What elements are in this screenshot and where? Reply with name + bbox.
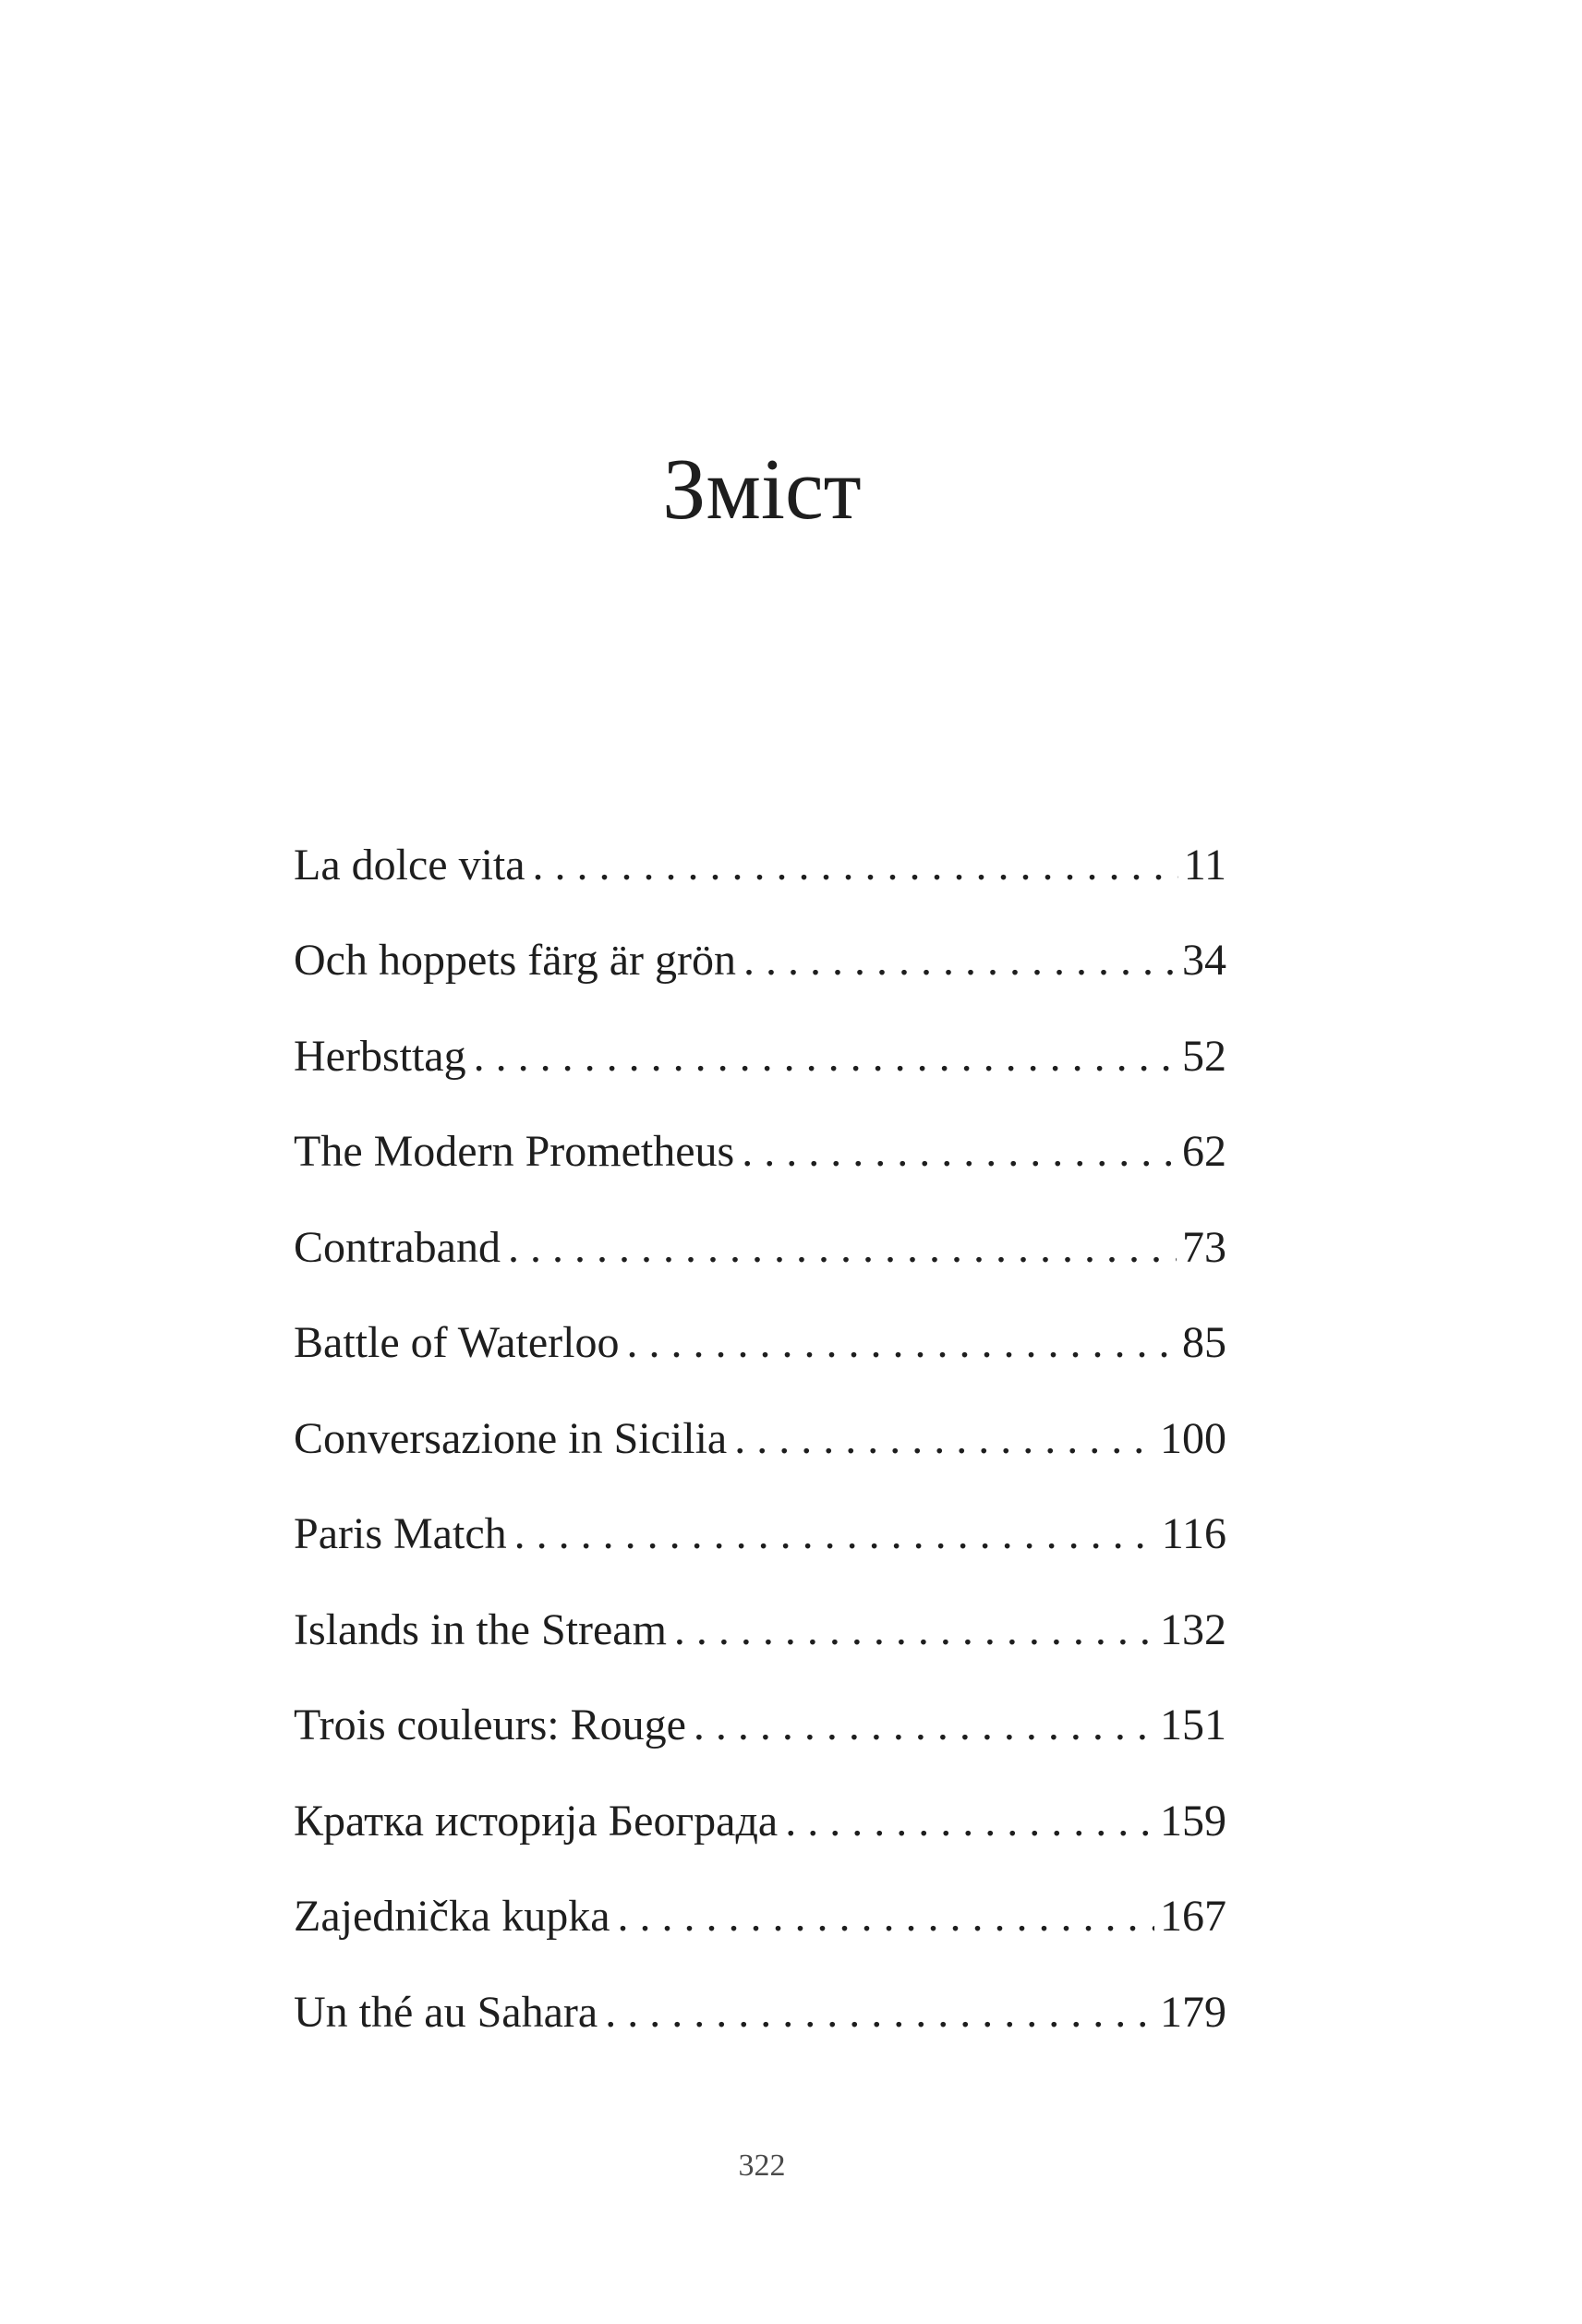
toc-entry-page-number: 62 — [1182, 1127, 1226, 1177]
toc-entry-page-number: 132 — [1160, 1604, 1226, 1654]
toc-entry-title: Conversazione in Sicilia — [294, 1413, 728, 1463]
toc-entry-title: Islands in the Stream — [294, 1604, 667, 1654]
toc-entry[interactable] — [294, 1870, 1226, 1966]
table-of-contents — [294, 817, 1226, 2061]
toc-dot-leader — [686, 1698, 1154, 1753]
toc-dot-leader — [598, 1985, 1154, 2040]
toc-entry[interactable] — [294, 1773, 1226, 1870]
toc-dot-leader — [501, 1220, 1177, 1276]
toc-dot-leader — [619, 1315, 1177, 1371]
toc-entry-page-number: 100 — [1160, 1413, 1226, 1463]
page-title: Зміст — [662, 442, 862, 538]
toc-entry-title: Battle of Waterloo — [294, 1318, 620, 1368]
toc-entry[interactable] — [294, 1965, 1226, 2061]
toc-entry-page-number: 85 — [1182, 1318, 1226, 1368]
toc-entry-page-number: 167 — [1160, 1892, 1226, 1942]
toc-entry-page-number: 159 — [1160, 1796, 1226, 1846]
toc-entry-title: Trois couleurs: Rouge — [294, 1701, 686, 1750]
toc-entry-title: La dolce vita — [294, 840, 525, 890]
toc-entry-page-number: 73 — [1182, 1222, 1226, 1272]
toc-entry[interactable] — [294, 914, 1226, 1010]
toc-entry[interactable] — [294, 1678, 1226, 1774]
toc-dot-leader — [667, 1603, 1154, 1658]
toc-dot-leader — [525, 838, 1178, 893]
toc-dot-leader — [778, 1794, 1154, 1849]
toc-entry-page-number: 116 — [1161, 1509, 1226, 1559]
toc-entry-page-number: 34 — [1182, 936, 1226, 986]
toc-entry[interactable] — [294, 1296, 1226, 1392]
toc-dot-leader — [727, 1411, 1154, 1467]
toc-dot-leader — [734, 1124, 1177, 1180]
toc-entry-title: Zajednička kupka — [294, 1892, 610, 1942]
toc-entry[interactable] — [294, 1391, 1226, 1487]
toc-entry-title: Paris Match — [294, 1509, 507, 1559]
toc-dot-leader — [466, 1029, 1177, 1084]
toc-entry-title: Och hoppets färg är grön — [294, 936, 736, 986]
toc-entry[interactable] — [294, 1009, 1226, 1105]
toc-entry-title: Herbsttag — [294, 1031, 466, 1081]
toc-entry-page-number: 52 — [1182, 1031, 1226, 1081]
toc-entry[interactable] — [294, 817, 1226, 914]
toc-entry[interactable] — [294, 1200, 1226, 1296]
toc-entry[interactable] — [294, 1582, 1226, 1678]
toc-entry-page-number: 11 — [1183, 840, 1226, 890]
toc-entry-title: The Modern Prometheus — [294, 1127, 735, 1177]
toc-entry-title: Кратка историја Београда — [294, 1796, 779, 1846]
toc-entry-page-number: 151 — [1160, 1701, 1226, 1750]
toc-entry[interactable] — [294, 1105, 1226, 1201]
toc-entry-page-number: 179 — [1160, 1987, 1226, 2037]
toc-dot-leader — [736, 933, 1177, 988]
page-number: 322 — [738, 2148, 786, 2183]
toc-entry[interactable] — [294, 1487, 1226, 1583]
toc-entry-title: Un thé au Sahara — [294, 1987, 598, 2037]
toc-entry-title: Contraband — [294, 1222, 501, 1272]
toc-dot-leader — [610, 1889, 1154, 1944]
toc-dot-leader — [507, 1507, 1156, 1562]
